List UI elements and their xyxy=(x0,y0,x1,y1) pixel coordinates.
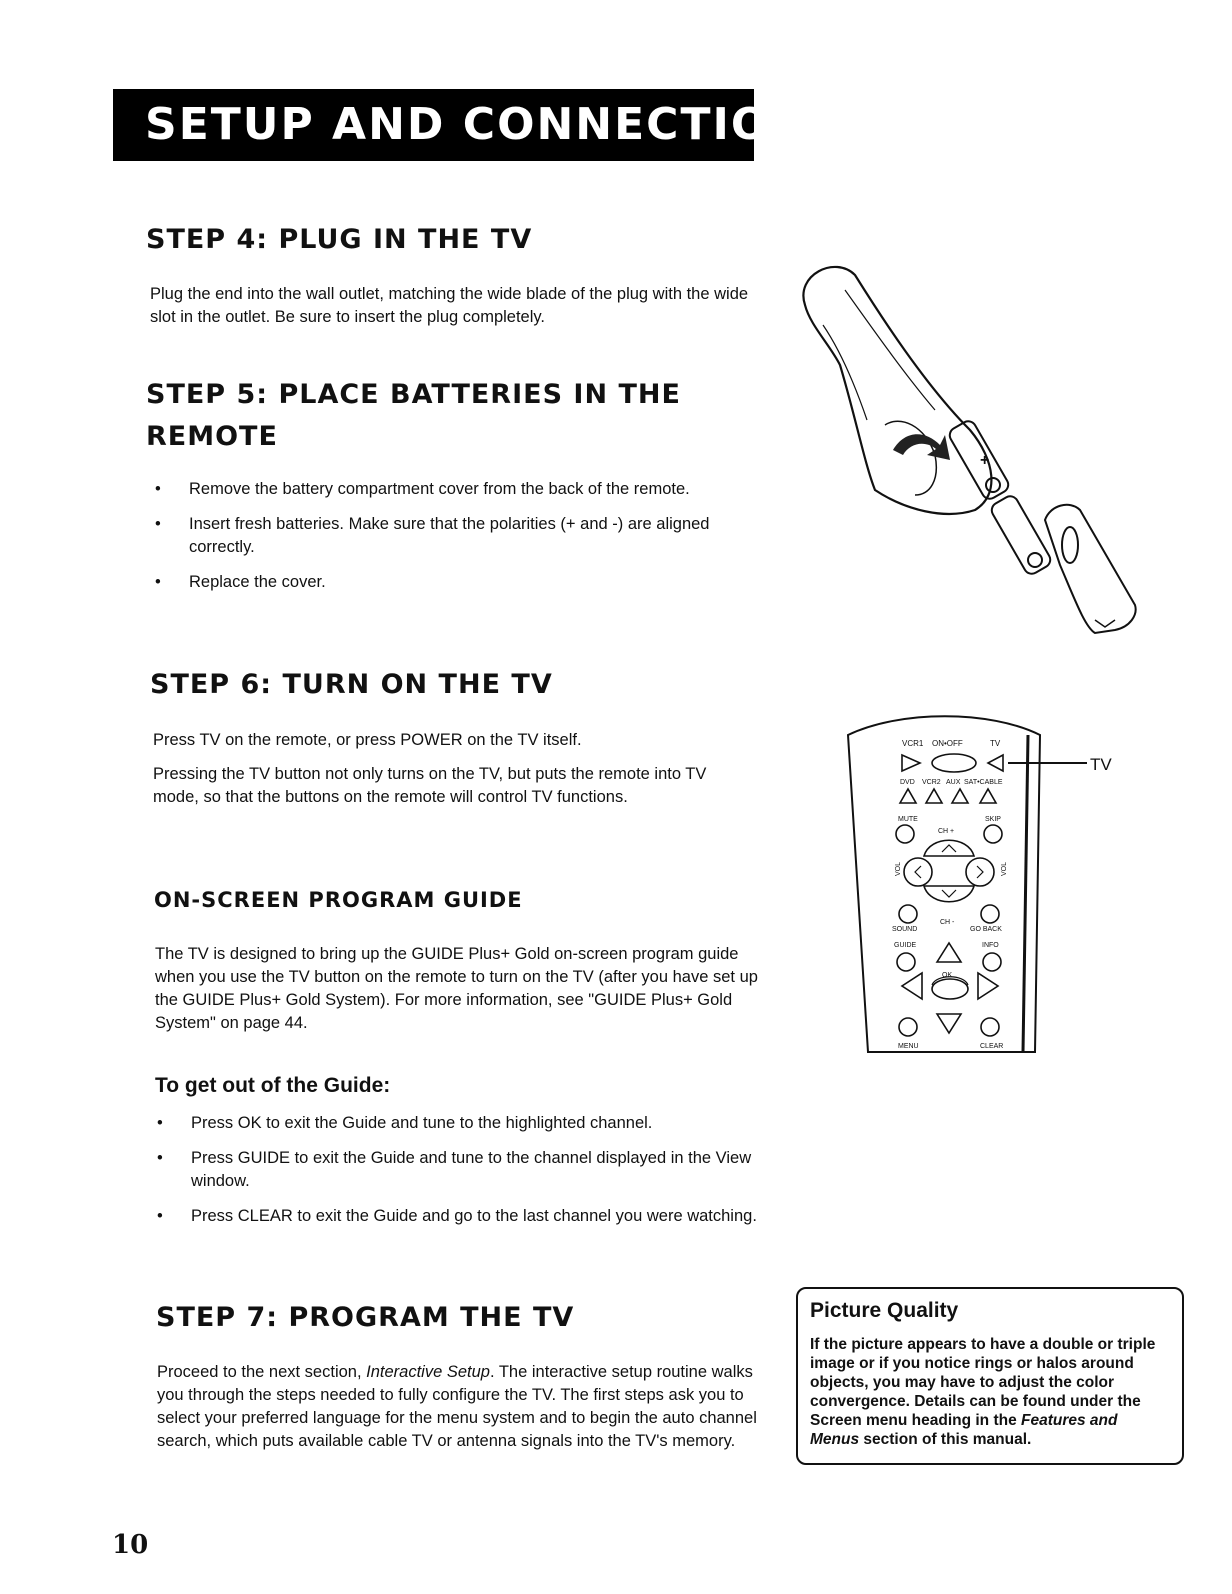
list-item: • Press CLEAR to exit the Guide and go to the last channel you were watching. xyxy=(157,1205,757,1228)
skip-button[interactable] xyxy=(984,825,1002,843)
picture-quality-sidebar xyxy=(796,1287,1184,1465)
onoff-label: ON•OFF xyxy=(932,739,963,748)
page-number: 10 xyxy=(112,1530,149,1560)
right-arrow-button[interactable] xyxy=(978,973,998,999)
step7-heading: STEP 7: PROGRAM THE TV xyxy=(156,1302,575,1333)
channel-down-button[interactable] xyxy=(924,886,974,902)
step6-para1: Press TV on the remote, or press POWER on the TV itself. xyxy=(153,731,582,749)
guide-heading: ON-SCREEN PROGRAM GUIDE xyxy=(154,888,523,912)
step5-bullet-list xyxy=(155,478,715,606)
vcr1-label: VCR1 xyxy=(902,739,924,748)
step7-body-text1: Proceed to the next section, xyxy=(157,1363,367,1381)
goback-label: GO BACK xyxy=(970,926,1002,933)
step5-heading xyxy=(146,374,681,458)
info-button[interactable] xyxy=(983,953,1001,971)
guide-exit-heading: To get out of the Guide: xyxy=(155,1074,391,1097)
tv-button[interactable] xyxy=(988,755,1003,771)
features-menus-reference: Features and Menus xyxy=(810,1412,1118,1448)
guide-exit-list xyxy=(157,1112,757,1240)
interactive-setup-reference: Interactive Setup xyxy=(366,1363,490,1381)
list-item: • Press GUIDE to exit the Guide and tune to the channel displayed in the View window. xyxy=(157,1147,757,1193)
clear-button[interactable] xyxy=(981,1018,999,1036)
left-arrow-button[interactable] xyxy=(902,973,922,999)
guide-button[interactable] xyxy=(897,953,915,971)
step5-heading-line1: STEP 5: PLACE BATTERIES IN THE xyxy=(146,379,681,410)
step4-body: Plug the end into the wall outlet, matching the wide blade of the plug with the wide slot in the outlet. Be sure to insert the plug completely. xyxy=(150,285,749,326)
list-item: • Press OK to exit the Guide and tune to the highlighted channel. xyxy=(157,1112,757,1135)
remote-control-illustration xyxy=(840,700,1130,1060)
info-label: INFO xyxy=(982,942,999,949)
chplus-label: CH + xyxy=(938,828,955,835)
sidebar-body-text2: section of this manual. xyxy=(859,1431,1032,1448)
dvd-button[interactable] xyxy=(900,789,916,803)
guide-label: GUIDE xyxy=(894,942,917,949)
ok-button[interactable] xyxy=(932,979,968,999)
clear-label: CLEAR xyxy=(980,1043,1004,1050)
menu-label: MENU xyxy=(898,1043,919,1050)
satcable-button[interactable] xyxy=(980,789,996,803)
step6-para2: Pressing the TV button not only turns on the TV, but puts the remote into TV mode, so that the buttons on the remote will control TV functions. xyxy=(153,765,707,806)
step4-heading: STEP 4: PLUG IN THE TV xyxy=(146,224,533,255)
sound-label: SOUND xyxy=(892,926,918,933)
step5-heading-line2: REMOTE xyxy=(146,421,278,452)
sidebar-body-text1: If the picture appears to have a double or triple image or if you notice rings or halos around objects, you may have to adjust the color convergence. Details can be found under the Screen menu heading in the xyxy=(810,1336,1156,1429)
vcr1-button[interactable] xyxy=(902,755,920,771)
remote-outline xyxy=(848,716,1040,1052)
step7-body-text2: . The interactive setup routine walks you through the steps needed to fully configure the TV. The first steps ask you to select your preferred language for the menu system and to begin the auto channel search, which puts available cable TV or antenna signals into the TV's memory. xyxy=(157,1363,757,1450)
step7-body xyxy=(157,1361,765,1453)
volume-up-button[interactable] xyxy=(966,858,994,886)
channel-up-button[interactable] xyxy=(924,840,974,856)
aux-label: AUX xyxy=(946,779,961,786)
sidebar-body xyxy=(810,1335,1170,1449)
vcr2-label: VCR2 xyxy=(922,779,941,786)
list-item: • Remove the battery compartment cover from the back of the remote. xyxy=(155,478,715,501)
vol-right-label: VOL xyxy=(1001,861,1008,876)
list-item: • Insert fresh batteries. Make sure that the polarities (+ and -) are aligned correctly. xyxy=(155,513,715,559)
ok-label: OK xyxy=(942,972,953,979)
mute-button[interactable] xyxy=(896,825,914,843)
up-arrow-button[interactable] xyxy=(937,943,961,962)
guide-body: The TV is designed to bring up the GUIDE Plus+ Gold on-screen program guide when you use the TV button on the remote to turn on the TV (after you have set up the GUIDE Plus+ Gold System). For more information, see "GUIDE Plus+ Gold System" on page 44. xyxy=(155,945,758,1032)
skip-label: SKIP xyxy=(985,816,1001,823)
list-item: • Replace the cover. xyxy=(155,571,715,594)
section-banner: SETUP AND CONNECTIONS xyxy=(113,89,754,161)
mute-label: MUTE xyxy=(898,816,918,823)
dvd-label: DVD xyxy=(900,779,915,786)
volume-down-button[interactable] xyxy=(904,858,932,886)
battery-installation-illustration xyxy=(795,255,1145,640)
tv-label: TV xyxy=(990,739,1001,748)
sidebar-title: Picture Quality xyxy=(810,1299,959,1322)
satcable-label: SAT•CABLE xyxy=(964,779,1003,786)
menu-button[interactable] xyxy=(899,1018,917,1036)
plus-sign: + xyxy=(980,452,990,469)
aux-button[interactable] xyxy=(952,789,968,803)
vcr2-button[interactable] xyxy=(926,789,942,803)
step6-heading: STEP 6: TURN ON THE TV xyxy=(150,669,553,700)
onoff-button[interactable] xyxy=(932,754,976,772)
tv-callout-label: TV xyxy=(1090,755,1112,774)
down-arrow-button[interactable] xyxy=(937,1014,961,1033)
chminus-label: CH - xyxy=(940,919,955,926)
sound-button[interactable] xyxy=(899,905,917,923)
vol-left-label: VOL xyxy=(895,861,902,876)
goback-button[interactable] xyxy=(981,905,999,923)
